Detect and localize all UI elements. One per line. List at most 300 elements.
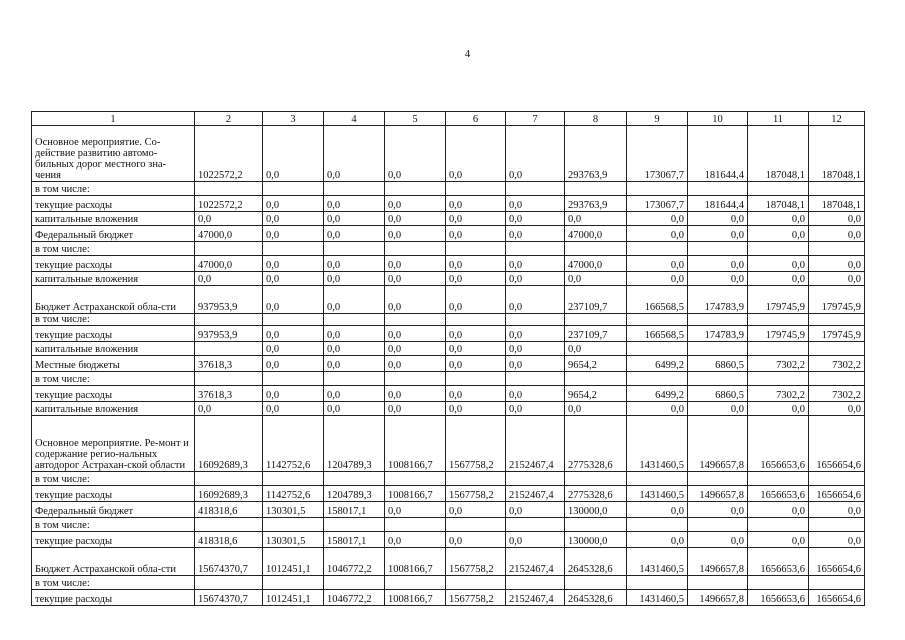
table-cell: 1656653,6 [748, 590, 809, 606]
table-cell [446, 182, 506, 196]
table-cell: 6860,5 [688, 386, 748, 402]
table-cell: 2645328,6 [565, 590, 627, 606]
table-cell: 0,0 [506, 286, 565, 314]
table-cell: 937953,9 [195, 326, 263, 342]
row-label: в том числе: [32, 576, 195, 590]
table-cell: 0,0 [263, 126, 324, 182]
row-label: текущие расходы [32, 256, 195, 272]
column-header: 12 [809, 112, 865, 126]
table-cell: 0,0 [446, 386, 506, 402]
table-cell: 0,0 [809, 502, 865, 518]
table-cell: 0,0 [627, 256, 688, 272]
table-cell [688, 242, 748, 256]
table-cell: 1046772,2 [324, 548, 385, 576]
table-row [32, 548, 865, 576]
table-cell: 0,0 [627, 226, 688, 242]
table-cell [627, 518, 688, 532]
column-header: 1 [32, 112, 195, 126]
table-cell: 0,0 [809, 402, 865, 416]
table-cell: 37618,3 [195, 356, 263, 372]
table-cell: 1496657,8 [688, 548, 748, 576]
table-cell: 0,0 [263, 326, 324, 342]
table-cell [809, 518, 865, 532]
table-cell: 0,0 [446, 356, 506, 372]
table-cell: 0,0 [627, 402, 688, 416]
row-label: текущие расходы [32, 532, 195, 548]
row-label: в том числе: [32, 314, 195, 326]
table-cell: 0,0 [809, 226, 865, 242]
table-row [32, 356, 865, 372]
table-cell [195, 576, 263, 590]
row-label: текущие расходы [32, 196, 195, 212]
table-cell: 418318,6 [195, 502, 263, 518]
table-cell: 0,0 [688, 272, 748, 286]
table-cell: 1496657,8 [688, 486, 748, 502]
column-header: 7 [506, 112, 565, 126]
table-cell: 0,0 [324, 272, 385, 286]
table-cell [627, 314, 688, 326]
table-cell [627, 472, 688, 486]
table-cell [748, 576, 809, 590]
table-cell: 16092689,3 [195, 416, 263, 472]
table-cell: 179745,9 [748, 326, 809, 342]
table-cell: 0,0 [263, 402, 324, 416]
table-cell [748, 242, 809, 256]
table-cell: 2775328,6 [565, 486, 627, 502]
table-cell: 37618,3 [195, 386, 263, 402]
table-cell: 0,0 [385, 226, 446, 242]
table-cell: 0,0 [748, 502, 809, 518]
table-header [32, 112, 865, 126]
table-cell: 0,0 [506, 272, 565, 286]
table-cell [385, 518, 446, 532]
table-cell: 47000,0 [565, 256, 627, 272]
table-cell [195, 182, 263, 196]
row-label: капитальные вложения [32, 272, 195, 286]
table-cell [195, 342, 263, 356]
table-cell: 0,0 [446, 126, 506, 182]
table-cell: 0,0 [688, 212, 748, 226]
table-cell: 237109,7 [565, 286, 627, 314]
table-cell [809, 342, 865, 356]
table-cell [688, 314, 748, 326]
table-cell [565, 518, 627, 532]
table-cell: 0,0 [506, 196, 565, 212]
table-cell: 166568,5 [627, 326, 688, 342]
table-cell [263, 242, 324, 256]
table-row [32, 126, 865, 182]
table-row [32, 402, 865, 416]
table-cell [195, 372, 263, 386]
table-cell [748, 182, 809, 196]
table-cell: 0,0 [446, 212, 506, 226]
table-cell: 1656653,6 [748, 416, 809, 472]
table-cell: 0,0 [506, 386, 565, 402]
table-cell: 0,0 [446, 502, 506, 518]
table-cell: 2152467,4 [506, 486, 565, 502]
table-cell: 1656654,6 [809, 416, 865, 472]
table-cell [688, 342, 748, 356]
table-cell: 0,0 [506, 342, 565, 356]
row-label: капитальные вложения [32, 342, 195, 356]
table-cell [263, 314, 324, 326]
table-cell: 0,0 [446, 256, 506, 272]
table-cell [446, 242, 506, 256]
table-cell [263, 182, 324, 196]
row-label: Федеральный бюджет [32, 226, 195, 242]
table-cell: 0,0 [324, 286, 385, 314]
table-cell: 0,0 [195, 402, 263, 416]
table-cell: 15674370,7 [195, 590, 263, 606]
column-header: 4 [324, 112, 385, 126]
table-row [32, 226, 865, 242]
table-cell: 1567758,2 [446, 590, 506, 606]
table-cell: 418318,6 [195, 532, 263, 548]
table-cell [324, 314, 385, 326]
table-cell: 173067,7 [627, 196, 688, 212]
row-label: в том числе: [32, 182, 195, 196]
table-cell [565, 576, 627, 590]
table-row [32, 472, 865, 486]
table-cell: 130000,0 [565, 532, 627, 548]
table-cell [627, 182, 688, 196]
table-cell: 0,0 [748, 256, 809, 272]
row-label: текущие расходы [32, 386, 195, 402]
table-cell: 0,0 [809, 532, 865, 548]
table-cell [324, 182, 385, 196]
table-cell: 181644,4 [688, 196, 748, 212]
table-cell [627, 342, 688, 356]
column-header: 2 [195, 112, 263, 126]
table-cell [565, 372, 627, 386]
table-cell [506, 372, 565, 386]
table-cell: 0,0 [324, 256, 385, 272]
table-cell [324, 372, 385, 386]
table-cell [195, 314, 263, 326]
table-row [32, 182, 865, 196]
table-cell: 1656654,6 [809, 590, 865, 606]
table-row [32, 212, 865, 226]
table-cell: 9654,2 [565, 386, 627, 402]
table-cell: 0,0 [446, 272, 506, 286]
table-cell: 1496657,8 [688, 590, 748, 606]
table-cell [565, 182, 627, 196]
table-cell: 0,0 [506, 532, 565, 548]
table-cell [688, 576, 748, 590]
table-cell [627, 576, 688, 590]
table-cell: 2152467,4 [506, 548, 565, 576]
table-row [32, 286, 865, 314]
table-row [32, 502, 865, 518]
table-cell: 0,0 [324, 386, 385, 402]
table-cell [195, 518, 263, 532]
table-cell: 0,0 [446, 226, 506, 242]
table-cell: 0,0 [565, 272, 627, 286]
table-cell: 0,0 [565, 342, 627, 356]
table-cell [446, 518, 506, 532]
table-row [32, 342, 865, 356]
table-cell: 0,0 [385, 256, 446, 272]
table-cell: 1142752,6 [263, 416, 324, 472]
table-cell: 0,0 [446, 402, 506, 416]
table-cell: 0,0 [324, 196, 385, 212]
table-cell: 237109,7 [565, 326, 627, 342]
table-cell: 0,0 [688, 502, 748, 518]
table-row [32, 314, 865, 326]
table-cell: 0,0 [627, 502, 688, 518]
table-cell: 293763,9 [565, 196, 627, 212]
table-cell: 0,0 [446, 326, 506, 342]
table-cell: 6499,2 [627, 356, 688, 372]
table-cell [506, 314, 565, 326]
table-cell [627, 242, 688, 256]
table-cell [748, 518, 809, 532]
table-cell [565, 472, 627, 486]
table-cell: 2152467,4 [506, 590, 565, 606]
table-cell [385, 182, 446, 196]
table-cell: 166568,5 [627, 286, 688, 314]
table-cell: 2775328,6 [565, 416, 627, 472]
table-cell: 0,0 [809, 272, 865, 286]
table-cell [324, 576, 385, 590]
table-cell: 0,0 [748, 212, 809, 226]
table-cell: 0,0 [324, 326, 385, 342]
table-cell [263, 576, 324, 590]
row-label: Основное мероприятие. Со-действие развитию автомо-бильных дорог местного зна-чения [32, 126, 195, 182]
table-cell: 1431460,5 [627, 416, 688, 472]
table-row [32, 416, 865, 472]
table-cell: 0,0 [809, 212, 865, 226]
table-cell: 0,0 [506, 326, 565, 342]
budget-table [31, 111, 865, 606]
table-cell [748, 342, 809, 356]
table-cell: 0,0 [446, 286, 506, 314]
table-cell: 0,0 [385, 532, 446, 548]
table-cell: 174783,9 [688, 326, 748, 342]
table-cell: 187048,1 [748, 126, 809, 182]
table-cell: 0,0 [506, 502, 565, 518]
table-cell: 0,0 [324, 402, 385, 416]
table-cell: 0,0 [263, 272, 324, 286]
row-label: текущие расходы [32, 590, 195, 606]
table-cell [506, 182, 565, 196]
column-header: 10 [688, 112, 748, 126]
header-row [32, 112, 865, 126]
table-cell [565, 242, 627, 256]
table-cell [446, 314, 506, 326]
table-cell: 0,0 [506, 126, 565, 182]
row-label: в том числе: [32, 472, 195, 486]
table-cell: 0,0 [263, 212, 324, 226]
table-cell: 7302,2 [809, 386, 865, 402]
table-cell [324, 518, 385, 532]
table-cell [506, 242, 565, 256]
table-cell [627, 372, 688, 386]
row-label: текущие расходы [32, 326, 195, 342]
table-row [32, 242, 865, 256]
table-cell: 1656654,6 [809, 548, 865, 576]
column-header: 3 [263, 112, 324, 126]
table-cell [748, 472, 809, 486]
table-cell: 0,0 [748, 402, 809, 416]
table-cell: 47000,0 [195, 226, 263, 242]
table-cell: 181644,4 [688, 126, 748, 182]
table-cell: 187048,1 [748, 196, 809, 212]
table-row [32, 372, 865, 386]
column-header: 9 [627, 112, 688, 126]
row-label: Местные бюджеты [32, 356, 195, 372]
row-label: Бюджет Астраханской обла-сти [32, 548, 195, 576]
table-cell: 1496657,8 [688, 416, 748, 472]
table-cell: 0,0 [324, 226, 385, 242]
table-cell: 0,0 [385, 196, 446, 212]
table-cell: 47000,0 [565, 226, 627, 242]
table-cell: 15674370,7 [195, 548, 263, 576]
table-cell [385, 372, 446, 386]
table-cell: 0,0 [324, 212, 385, 226]
table-cell [809, 182, 865, 196]
table-cell [263, 472, 324, 486]
table-cell: 0,0 [385, 502, 446, 518]
table-cell: 7302,2 [809, 356, 865, 372]
table-row [32, 272, 865, 286]
table-cell [195, 242, 263, 256]
table-cell [565, 314, 627, 326]
table-cell: 0,0 [446, 532, 506, 548]
table-cell: 174783,9 [688, 286, 748, 314]
table-row [32, 256, 865, 272]
table-cell: 1022572,2 [195, 196, 263, 212]
table-cell: 0,0 [324, 126, 385, 182]
table-cell: 1142752,6 [263, 486, 324, 502]
table-cell: 179745,9 [809, 286, 865, 314]
table-cell: 0,0 [263, 356, 324, 372]
table-cell: 187048,1 [809, 126, 865, 182]
table-row [32, 576, 865, 590]
table-cell: 0,0 [688, 256, 748, 272]
table-cell [446, 576, 506, 590]
row-label: в том числе: [32, 242, 195, 256]
table-cell: 0,0 [385, 212, 446, 226]
table-row [32, 486, 865, 502]
row-label: текущие расходы [32, 486, 195, 502]
table-cell: 0,0 [506, 402, 565, 416]
table-cell [324, 242, 385, 256]
table-cell [385, 472, 446, 486]
table-cell: 0,0 [506, 256, 565, 272]
table-cell [506, 518, 565, 532]
table-cell: 0,0 [195, 212, 263, 226]
table-cell [809, 242, 865, 256]
table-cell: 0,0 [748, 532, 809, 548]
table-cell: 0,0 [385, 356, 446, 372]
table-cell: 1046772,2 [324, 590, 385, 606]
page-number: 4 [464, 48, 471, 60]
column-header: 6 [446, 112, 506, 126]
row-label: капитальные вложения [32, 212, 195, 226]
table-cell [385, 242, 446, 256]
table-cell: 0,0 [385, 326, 446, 342]
table-row [32, 196, 865, 212]
table-cell: 0,0 [385, 126, 446, 182]
table-cell [748, 372, 809, 386]
table-cell: 47000,0 [195, 256, 263, 272]
table-cell: 0,0 [688, 532, 748, 548]
table-cell: 1008166,7 [385, 486, 446, 502]
table-cell: 0,0 [263, 386, 324, 402]
table-row [32, 590, 865, 606]
table-cell: 1204789,3 [324, 416, 385, 472]
table-cell [748, 314, 809, 326]
table-cell: 1431460,5 [627, 548, 688, 576]
table-body [32, 126, 865, 606]
table-cell: 130301,5 [263, 502, 324, 518]
table-cell [688, 472, 748, 486]
table-cell [263, 518, 324, 532]
table-cell: 1431460,5 [627, 590, 688, 606]
table-row [32, 532, 865, 548]
table-cell: 0,0 [324, 342, 385, 356]
table-cell: 0,0 [748, 272, 809, 286]
table-cell: 6499,2 [627, 386, 688, 402]
table-cell: 0,0 [506, 212, 565, 226]
table-cell: 0,0 [506, 226, 565, 242]
table-cell [809, 472, 865, 486]
table-cell: 1656653,6 [748, 486, 809, 502]
table-cell: 179745,9 [809, 326, 865, 342]
table-cell [446, 372, 506, 386]
table-cell [385, 576, 446, 590]
table-cell: 0,0 [565, 212, 627, 226]
table-cell: 1656654,6 [809, 486, 865, 502]
table-cell: 0,0 [748, 226, 809, 242]
table-cell: 0,0 [263, 196, 324, 212]
table-cell: 0,0 [446, 196, 506, 212]
table-cell [809, 372, 865, 386]
table-cell: 173067,7 [627, 126, 688, 182]
row-label: Федеральный бюджет [32, 502, 195, 518]
table-cell [809, 314, 865, 326]
table-cell: 0,0 [627, 532, 688, 548]
table-cell [688, 372, 748, 386]
table-cell: 158017,1 [324, 502, 385, 518]
table-cell: 0,0 [263, 226, 324, 242]
table-cell: 9654,2 [565, 356, 627, 372]
table-cell: 937953,9 [195, 286, 263, 314]
table-cell: 0,0 [195, 272, 263, 286]
table-cell [506, 472, 565, 486]
table-cell: 293763,9 [565, 126, 627, 182]
table-cell: 130301,5 [263, 532, 324, 548]
table-row [32, 326, 865, 342]
table-row [32, 386, 865, 402]
table-cell [385, 314, 446, 326]
row-label: капитальные вложения [32, 402, 195, 416]
table-cell: 0,0 [446, 342, 506, 356]
column-header: 5 [385, 112, 446, 126]
table-cell: 0,0 [385, 386, 446, 402]
table-cell: 0,0 [385, 402, 446, 416]
table-cell: 2645328,6 [565, 548, 627, 576]
table-cell [263, 372, 324, 386]
table-cell [688, 182, 748, 196]
table-cell: 0,0 [385, 342, 446, 356]
table-cell: 1008166,7 [385, 416, 446, 472]
table-cell: 0,0 [627, 272, 688, 286]
table-cell: 7302,2 [748, 386, 809, 402]
table-cell: 1567758,2 [446, 486, 506, 502]
table-cell [688, 518, 748, 532]
